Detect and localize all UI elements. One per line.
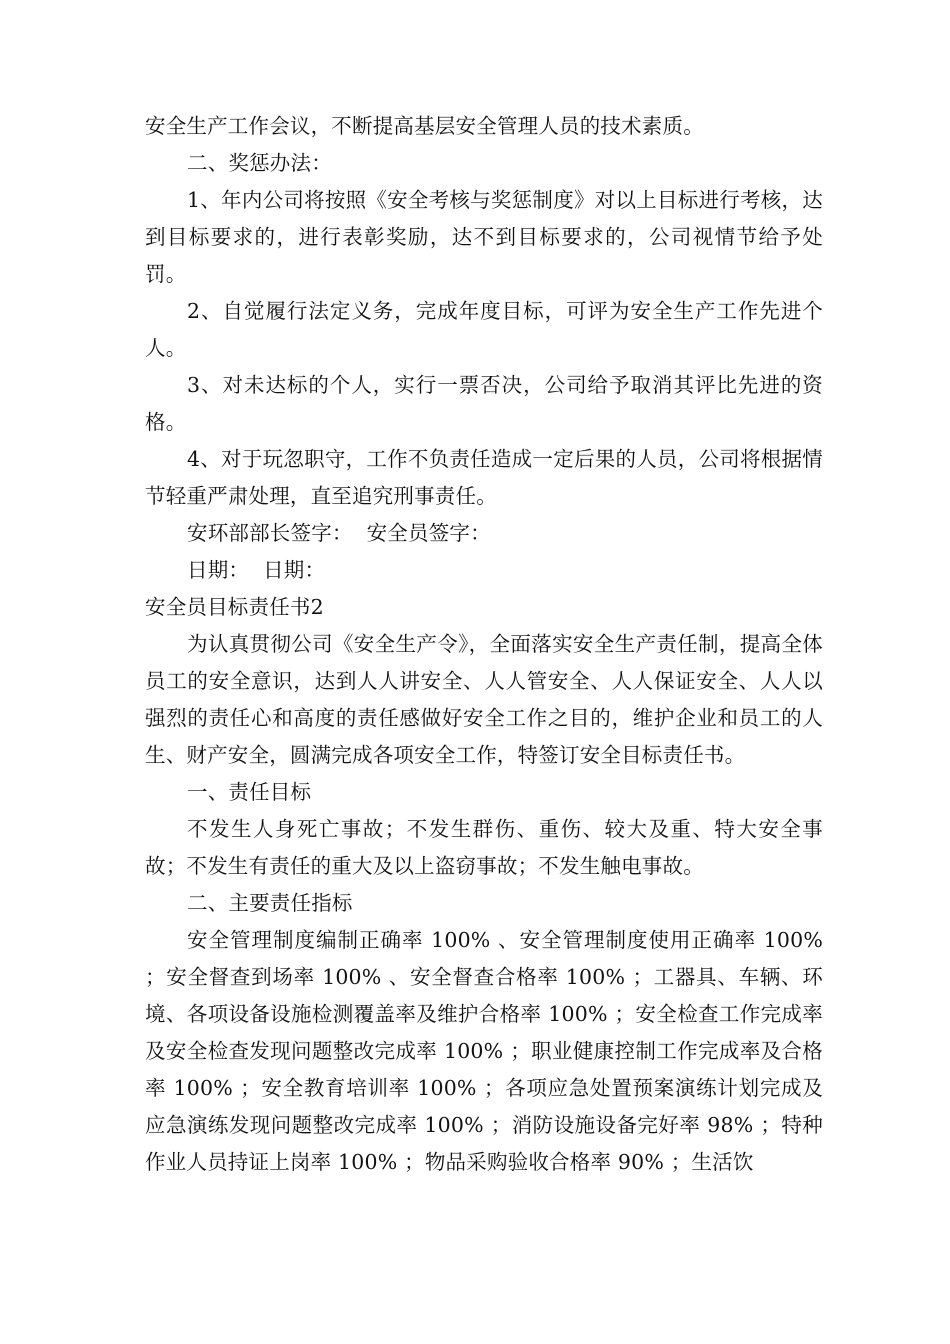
paragraph-continuation: 安全生产工作会议，不断提高基层安全管理人员的技术素质。 (145, 114, 704, 138)
indicators-paragraph: 安全管理制度编制正确率 100% 、安全管理制度使用正确率 100% ；安全督查到场率 100% 、安全督查合格率 100% ；工器具、车辆、环境、各项设备设施检测覆盖率及维护合格率 100% ；安全检查工作完成率及安全检查发现问题整改完成率 100% ；职业健康控制工作完成率及合格率 100% ；安全教育培训率 100% ；各项应急处置预案演练计划完成及应急演练发现问题整改完成率 100% ；消防设施设备完好率 98% ；特种作业人员持证上岗率 100% ；物品采购验收合格率 90% ；生活饮 (145, 928, 823, 1174)
date-label-1: 日期： (187, 558, 250, 582)
goals-paragraph: 不发生人身死亡事故；不发生群伤、重伤、较大及重、特大安全事故；不发生有责任的重大及以上盗窃事故；不发生触电事故。 (145, 817, 823, 878)
safety-officer-signature-label: 安全员签字： (366, 521, 491, 545)
paragraph-item-1: 1、年内公司将按照《安全考核与奖惩制度》对以上目标进行考核，达到目标要求的，进行表彰奖励，达不到目标要求的，公司视情节给予处罚。 (145, 188, 823, 286)
heading-responsibility-goals: 一、责任目标 (187, 780, 312, 804)
document-body (145, 108, 823, 1181)
paragraph-item-4: 4、对于玩忽职守，工作不负责任造成一定后果的人员，公司将根据情节轻重严肃处理，直至追究刑事责任。 (145, 447, 823, 508)
heading-main-indicators: 二、主要责任指标 (187, 891, 353, 915)
paragraph-item-2: 2、自觉履行法定义务，完成年度目标，可评为安全生产工作先进个人。 (145, 299, 823, 360)
date-label-2: 日期： (263, 558, 326, 582)
paragraph-item-3: 3、对未达标的个人，实行一票否决，公司给予取消其评比先进的资格。 (145, 373, 823, 434)
dept-head-signature-label: 安环部部长签字： (187, 521, 353, 545)
signature-line (145, 515, 823, 552)
intro-paragraph: 为认真贯彻公司《安全生产令》，全面落实安全生产责任制，提高全体员工的安全意识，达到人人讲安全、人人管安全、人人保证安全、人人以强烈的责任心和高度的责任感做好安全工作之目的，维护企业和员工的人生、财产安全，圆满完成各项安全工作，特签订安全目标责任书。 (145, 632, 823, 767)
heading-rewards-penalties: 二、奖惩办法： (187, 151, 332, 175)
section-title: 安全员目标责任书2 (145, 595, 324, 619)
date-line (145, 552, 823, 589)
